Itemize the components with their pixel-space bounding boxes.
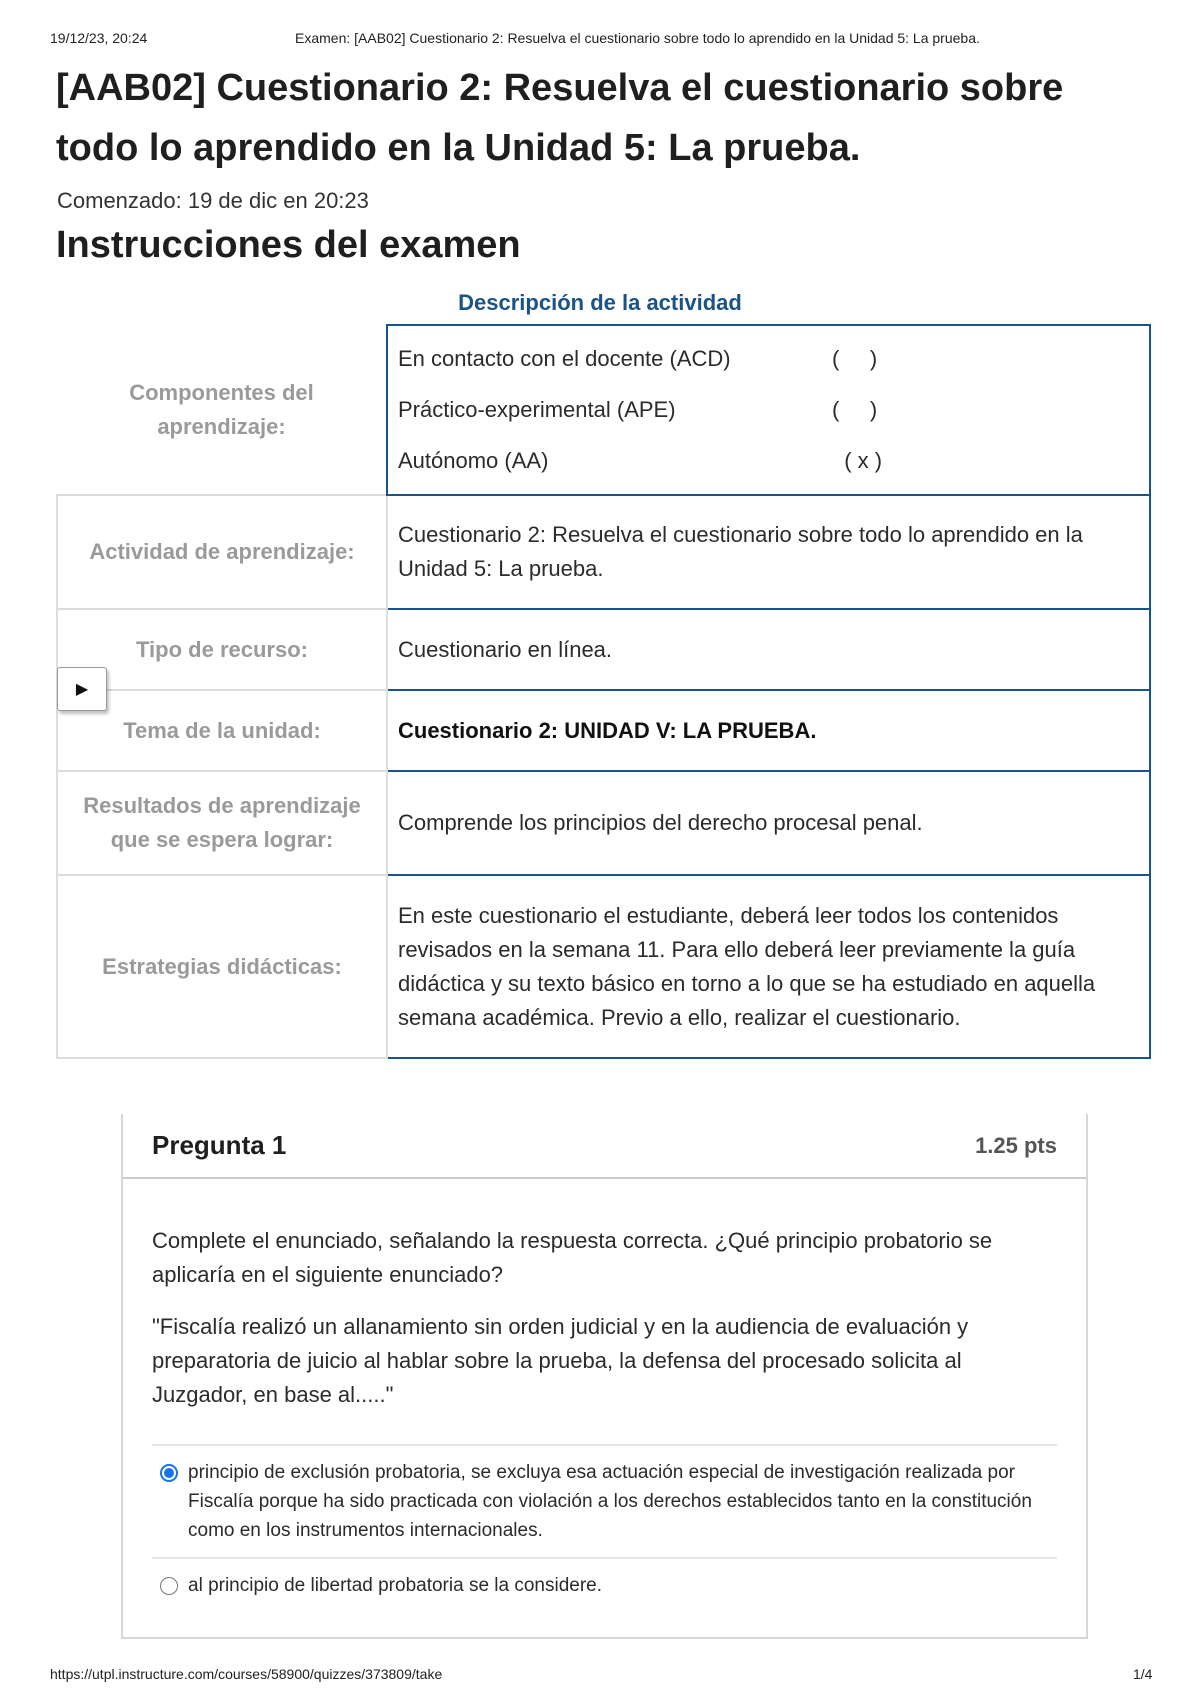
table-row xyxy=(57,609,1150,690)
answer-option[interactable] xyxy=(152,1557,1057,1612)
question-body xyxy=(123,1179,1086,1612)
row-value-tema: Cuestionario 2: UNIDAD V: LA PRUEBA. xyxy=(387,690,1150,771)
component-mark: ( ) xyxy=(832,346,878,371)
activity-info-table xyxy=(56,324,1151,1059)
page-url: https://utpl.instructure.com/courses/58900/quizzes/373809/take xyxy=(50,1666,443,1682)
answer-list xyxy=(152,1444,1057,1612)
row-label-resultados: Resultados de aprendizaje que se espera lograr: xyxy=(57,771,387,875)
component-mark: ( x ) xyxy=(832,448,883,473)
row-value-tipo-recurso: Cuestionario en línea. xyxy=(387,609,1150,690)
answer-text: al principio de libertad probatoria se la considere. xyxy=(188,1575,603,1596)
radio-selected[interactable] xyxy=(160,1464,178,1482)
print-datetime: 19/12/23, 20:24 xyxy=(50,30,148,46)
table-row xyxy=(57,875,1150,1058)
play-button[interactable] xyxy=(57,667,107,711)
component-line xyxy=(398,385,1139,436)
question-card xyxy=(121,1114,1088,1639)
row-value-resultados: Comprende los principios del derecho procesal penal. xyxy=(387,771,1150,875)
component-line xyxy=(398,436,1139,487)
components-label: Componentes del aprendizaje: xyxy=(129,379,314,439)
row-value-estrategias: En este cuestionario el estudiante, deberá leer todos los contenidos revisados en la semana 11. Para ello deberá leer previamente la guía didáctica y su texto básico en torno a lo que se ha estudiado en aquella semana académica. Previo a ello, realizar el cuestionario. xyxy=(387,875,1150,1058)
row-label-tipo-recurso: Tipo de recurso: xyxy=(57,609,387,690)
activity-description-heading: Descripción de la actividad xyxy=(458,290,742,315)
component-label: Autónomo (AA) xyxy=(398,448,549,473)
component-label: En contacto con el docente (ACD) xyxy=(398,346,731,371)
play-icon: ▶ xyxy=(75,681,89,698)
print-document-title: Examen: [AAB02] Cuestionario 2: Resuelva el cuestionario sobre todo lo aprendido en la Unidad 5: La prueba. xyxy=(295,30,980,46)
component-mark: ( ) xyxy=(832,397,878,422)
table-row xyxy=(57,495,1150,609)
question-points: 1.25 pts xyxy=(975,1132,1057,1158)
component-line xyxy=(398,334,1139,385)
table-row xyxy=(57,325,1150,495)
row-label-estrategias: Estrategias didácticas: xyxy=(57,875,387,1058)
table-row xyxy=(57,771,1150,875)
radio-unselected[interactable] xyxy=(160,1577,178,1595)
answer-option[interactable] xyxy=(152,1444,1057,1557)
row-value-actividad: Cuestionario 2: Resuelva el cuestionario sobre todo lo aprendido en la Unidad 5: La prueba. xyxy=(387,495,1150,609)
started-timestamp: Comenzado: 19 de dic en 20:23 xyxy=(57,188,369,213)
question-quote: "Fiscalía realizó un allanamiento sin orden judicial y en la audiencia de evaluación y preparatoria de juicio al hablar sobre la prueba, la defensa del procesado solicita al Juzgador, en base al....." xyxy=(152,1314,969,1407)
answer-text: principio de exclusión probatoria, se excluya esa actuación especial de investigación realizada por Fiscalía porque ha sido practicada con violación a los derechos establecidos tanto en la constitución como en los instrumentos internacionales. xyxy=(188,1462,1032,1541)
print-header xyxy=(0,30,1200,50)
component-label: Práctico-experimental (APE) xyxy=(398,397,676,422)
radio-dot xyxy=(164,1468,174,1478)
row-label-actividad: Actividad de aprendizaje: xyxy=(57,495,387,609)
question-title: Pregunta 1 xyxy=(152,1130,287,1160)
table-row xyxy=(57,690,1150,771)
page-number: 1/4 xyxy=(1133,1666,1153,1682)
question-text: Complete el enunciado, señalando la respuesta correcta. ¿Qué principio probatorio se aplicaría en el siguiente enunciado? xyxy=(152,1228,993,1287)
row-label-tema: Tema de la unidad: xyxy=(57,690,387,771)
components-cell xyxy=(387,325,1150,495)
page-title: [AAB02] Cuestionario 2: Resuelva el cuestionario sobre todo lo aprendido en la Unidad 5: La prueba. xyxy=(56,67,1064,169)
question-header xyxy=(123,1114,1086,1179)
instructions-heading: Instrucciones del examen xyxy=(56,224,521,266)
